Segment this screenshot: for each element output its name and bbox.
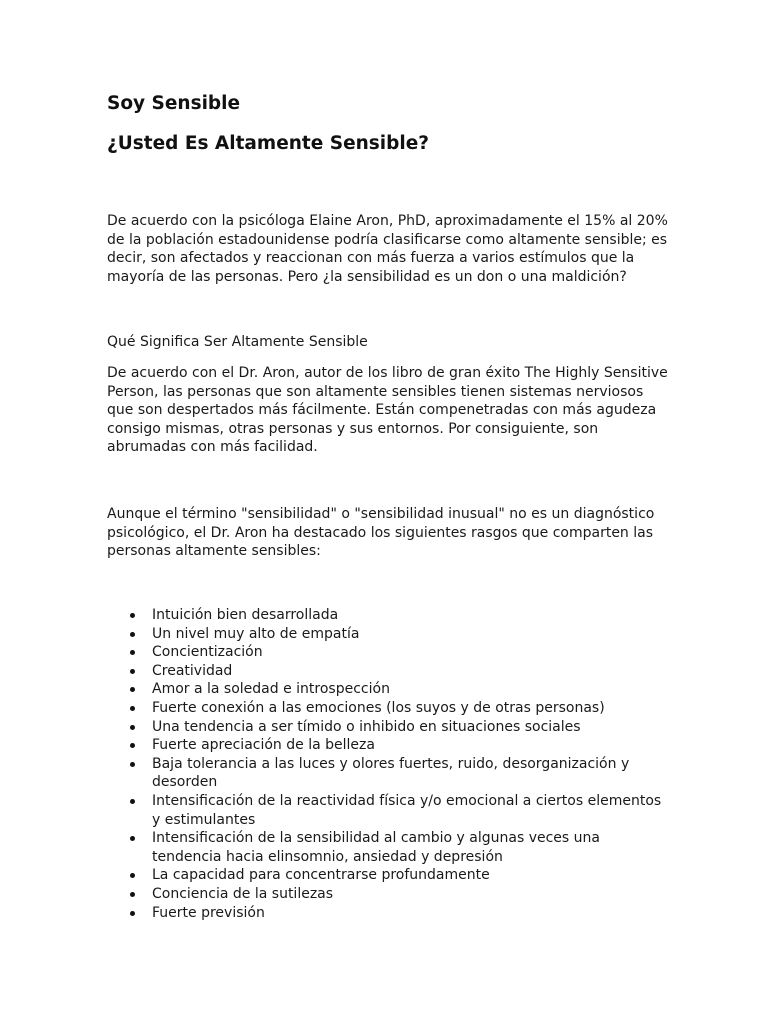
traits-intro-line: Aunque el término "sensibilidad" o "sensibilidad inusual" no es un diagnóstico: [107, 506, 655, 522]
list-item-text: Fuerte apreciación de la belleza: [152, 737, 375, 754]
bullet-icon: [130, 836, 135, 841]
aron-line: abrumadas con más facilidad.: [107, 439, 318, 456]
list-item: [107, 829, 667, 866]
list-item: [107, 699, 667, 718]
list-item-text: tendencia hacia elinsomnio, ansiedad y depresión: [152, 848, 503, 865]
list-item-text: Un nivel muy alto de empatía: [152, 625, 360, 642]
traits-intro-line: personas altamente sensibles:: [107, 543, 321, 560]
bullet-icon: [130, 706, 135, 711]
intro-line: mayoría de las personas. Pero ¿la sensibilidad es un don o una maldición?: [107, 268, 627, 285]
intro-line: decir, son afectados y reaccionan con más fuerza a varios estímulos que la: [107, 250, 635, 267]
list-item: [107, 662, 667, 681]
list-item: [107, 736, 667, 755]
list-item-text: Conciencia de la sutilezas: [152, 885, 334, 902]
list-item: [107, 755, 667, 792]
list-item-text: Fuerte conexión a las emociones (los suyos y de otras personas): [152, 699, 605, 716]
list-item: [107, 885, 667, 904]
bullet-icon: [130, 873, 135, 878]
bullet-icon: [130, 613, 135, 618]
bullet-icon: [130, 650, 135, 655]
list-item: [107, 904, 667, 923]
list-item-text: La capacidad para concentrarse profundamente: [152, 867, 490, 884]
bullet-icon: [130, 725, 135, 730]
bullet-icon: [130, 632, 135, 637]
list-item: [107, 643, 667, 662]
list-item-text: Baja tolerancia a las luces y olores fuertes, ruido, desorganización y: [152, 755, 630, 772]
aron-line: De acuerdo con el Dr. Aron, autor de los libro de gran éxito The Highly Sensitive: [107, 365, 668, 381]
bullet-icon: [130, 669, 135, 674]
traits-intro-paragraph: [107, 505, 667, 561]
aron-line: Person, las personas que son altamente sensibles tienen sistemas nerviosos: [107, 383, 644, 400]
bullet-icon: [130, 892, 135, 897]
document-title: Soy Sensible: [107, 93, 241, 114]
list-item: [107, 866, 667, 885]
list-item-text: y estimulantes: [152, 811, 256, 828]
list-item-text: desorden: [152, 774, 218, 791]
list-item: [107, 625, 667, 644]
list-item-text: Concientización: [152, 644, 263, 661]
list-item: [107, 606, 667, 625]
section-heading: [107, 333, 667, 352]
list-item: [107, 792, 667, 829]
list-item: [107, 718, 667, 737]
traits-intro-line: psicológico, el Dr. Aron ha destacado los siguientes rasgos que comparten las: [107, 524, 654, 541]
list-item-text: Una tendencia a ser tímido o inhibido en situaciones sociales: [152, 718, 581, 735]
list-item-text: Creatividad: [152, 662, 233, 679]
bullet-icon: [130, 743, 135, 748]
list-item-text: Intensificación de la sensibilidad al cambio y algunas veces una: [152, 830, 600, 847]
list-item-text: Amor a la soledad e introspección: [152, 681, 390, 698]
intro-line: De acuerdo con la psicóloga Elaine Aron, PhD, aproximadamente el 15% al 20%: [107, 213, 668, 229]
bullet-icon: [130, 799, 135, 804]
bullet-icon: [130, 687, 135, 692]
aron-line: consigo mismas, otras personas y sus entornos. Por consiguiente, son: [107, 420, 599, 437]
section-heading-text: Qué Significa Ser Altamente Sensible: [107, 334, 368, 350]
list-item-text: Fuerte previsión: [152, 904, 265, 921]
traits-list: [107, 606, 667, 922]
intro-line: de la población estadounidense podría clasificarse como altamente sensible; es: [107, 231, 668, 248]
document-subtitle: ¿Usted Es Altamente Sensible?: [107, 133, 429, 154]
intro-paragraph: [107, 212, 667, 286]
list-item-text: Intensificación de la reactividad física y/o emocional a ciertos elementos: [152, 792, 662, 809]
list-item-text: Intuición bien desarrollada: [152, 607, 339, 623]
aron-line: que son despertados más fácilmente. Están compenetradas con más agudeza: [107, 402, 657, 419]
list-item: [107, 680, 667, 699]
bullet-icon: [130, 911, 135, 916]
aron-paragraph: [107, 364, 667, 457]
bullet-icon: [130, 762, 135, 767]
